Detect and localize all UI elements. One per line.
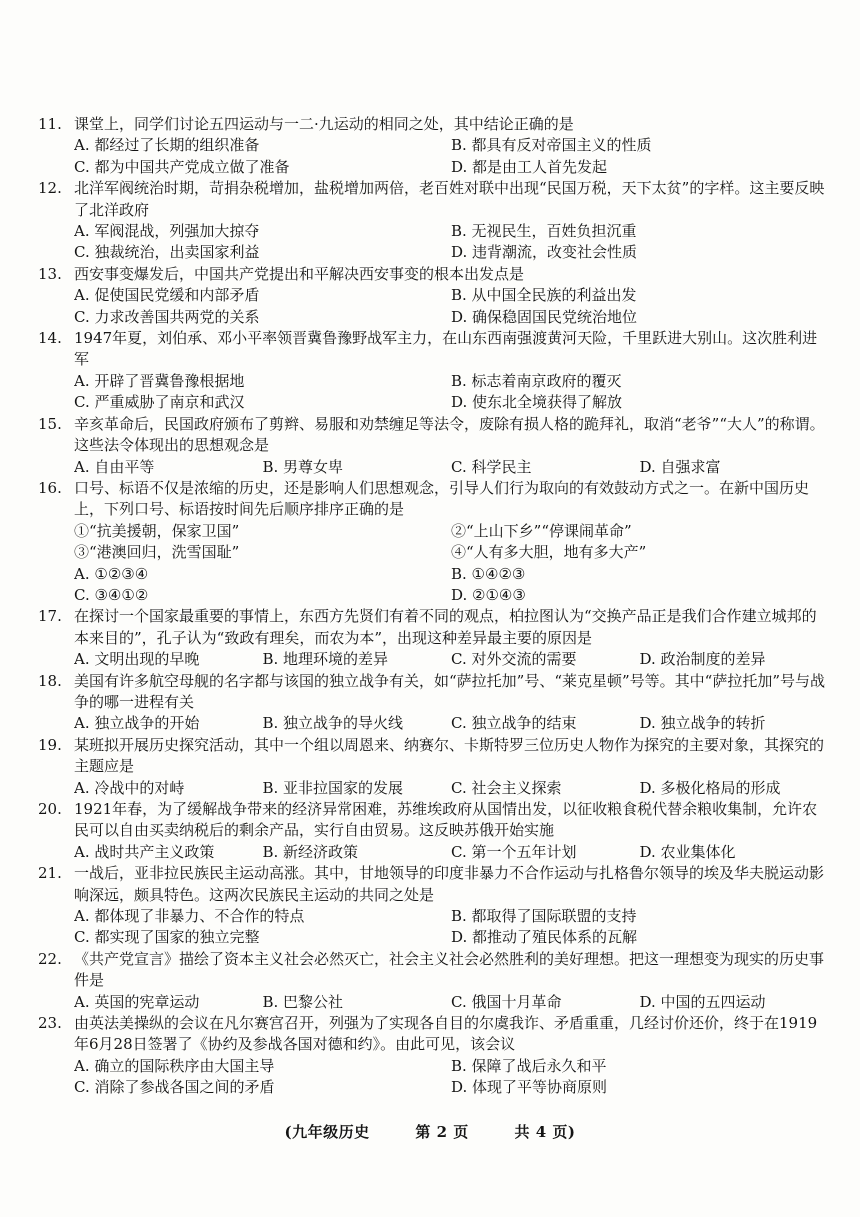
answer-options — [74, 906, 828, 949]
question-number: 18. — [38, 671, 62, 690]
answer-option: D. 独立战争的转折 — [639, 714, 766, 733]
answer-option: D. 中国的五四运动 — [639, 992, 766, 1011]
answer-options — [74, 135, 828, 178]
answer-option: B. 亚非拉国家的发展 — [262, 778, 404, 797]
answer-option: B. 标志着南京政府的覆灭 — [451, 371, 622, 390]
question-stem — [38, 178, 828, 221]
answer-option: C. 俄国十月革命 — [451, 992, 562, 1011]
answer-option: A. ①②③④ — [74, 564, 149, 583]
statement-list — [74, 521, 828, 564]
question-number: 13. — [38, 264, 62, 283]
answer-option: D. 多极化格局的形成 — [639, 778, 781, 797]
question — [38, 264, 828, 328]
question — [38, 478, 828, 606]
answer-option: A. 英国的宪章运动 — [74, 992, 200, 1011]
question-number: 16. — [38, 478, 62, 497]
question-number: 17. — [38, 607, 62, 626]
answer-options — [74, 649, 828, 670]
question-stem — [38, 478, 828, 521]
answer-options — [74, 285, 828, 328]
answer-option: C. 都实现了国家的独立完整 — [74, 928, 260, 947]
answer-option: C. 消除了参战各国之间的矛盾 — [74, 1078, 275, 1097]
question — [38, 1013, 828, 1099]
answer-options — [74, 457, 828, 478]
answer-option: C. ③④①② — [74, 585, 149, 604]
question-stem — [38, 328, 828, 371]
question-text: 《共产党宣言》描绘了资本主义社会必然灭亡，社会主义社会必然胜利的美好理想。把这一理想变为现实的历史事件是 — [74, 949, 825, 990]
statement-item: ①“抗美援朝，保家卫国” — [74, 521, 240, 540]
answer-option: A. 独立战争的开始 — [74, 714, 200, 733]
question-text: 1921年春，为了缓解战争带来的经济异常困难，苏维埃政府从国情出发，以征收粮食税代替余粮收集制，允许农民可以自由买卖纳税后的剩余产品，实行自由贸易。这反映苏俄开始实施 — [74, 800, 818, 840]
answer-option: C. 科学民主 — [451, 457, 532, 476]
answer-option: D. 政治制度的差异 — [639, 650, 766, 669]
answer-option: C. 力求改善国共两党的关系 — [74, 307, 260, 326]
answer-option: A. 都经过了长期的组织准备 — [74, 136, 260, 155]
answer-option: D. 违背潮流，改变社会性质 — [451, 243, 638, 262]
answer-option: D. 都是由工人首先发起 — [451, 157, 608, 176]
question-stem — [38, 264, 828, 285]
answer-option: C. 对外交流的需要 — [451, 650, 577, 669]
question-number: 22. — [38, 949, 62, 968]
answer-option: B. 保障了战后永久和平 — [451, 1056, 607, 1075]
question-text: 由英法美操纵的会议在凡尔赛宫召开，列强为了实现各自目的尔虞我诈、矛盾重重，几经讨价还价，终于在1919年6月28日签署了《协约及参战各国对德和约》。由此可见，该会议 — [74, 1014, 818, 1054]
question — [38, 735, 828, 799]
answer-option: B. 男尊女卑 — [262, 457, 344, 476]
page-footer — [0, 1121, 860, 1142]
answer-option: A. 文明出现的早晚 — [74, 650, 200, 669]
question-text: 辛亥革命后，民国政府颁布了剪辫、易服和劝禁缠足等法令，废除有损人格的跪拜礼，取消“老爷”“大人”的称谓。这些法令体现出的思想观念是 — [74, 414, 825, 455]
answer-options — [74, 371, 828, 414]
answer-option: C. 独裁统治，出卖国家利益 — [74, 243, 260, 262]
question-text: 某班拟开展历史探究活动，其中一个组以周恩来、纳赛尔、卡斯特罗三位历史人物作为探究的主要对象，其探究的主题应是 — [74, 735, 825, 776]
question — [38, 328, 828, 414]
question-number: 21. — [38, 864, 62, 883]
question-text: 1947年夏，刘伯承、邓小平率领晋冀鲁豫野战军主力，在山东西南强渡黄河天险，千里跃进大别山。这次胜利进军 — [74, 329, 818, 369]
answer-option: D. 都推动了殖民体系的瓦解 — [451, 928, 638, 947]
question-number: 14. — [38, 329, 62, 348]
question — [38, 606, 828, 670]
question-stem — [38, 799, 828, 842]
question-text: 在探讨一个国家最重要的事情上，东西方先贤们有着不同的观点，柏拉图认为“交换产品正是我们合作建立城邦的本来目的”，孔子认为“致政有理矣，而农为本”，出现这种差异最主要的原因是 — [74, 607, 817, 647]
answer-options — [74, 713, 828, 734]
answer-option: C. 社会主义探索 — [451, 778, 562, 797]
question-number: 11. — [38, 115, 62, 133]
answer-option: A. 自由平等 — [74, 457, 155, 476]
question-text: 口号、标语不仅是浓缩的历史，还是影响人们思想观念，引导人们行为取向的有效鼓动方式之一。在新中国历史上，下列口号、标语按时间先后顺序排序正确的是 — [74, 478, 810, 519]
answer-option: B. 无视民生，百姓负担沉重 — [451, 222, 637, 241]
answer-option: D. 使东北全境获得了解放 — [451, 393, 623, 412]
statement-item: ②“上山下乡”“停课闹革命” — [451, 521, 632, 540]
question-text: 西安事变爆发后，中国共产党提出和平解决西安事变的根本出发点是 — [74, 264, 525, 283]
question-text: 美国有许多航空母舰的名字都与该国的独立战争有关，如“萨拉托加”号、“莱克星顿”号等。其中“萨拉托加”号与战争的哪一进程有关 — [74, 671, 826, 711]
statement-item: ③“港澳回归，洗雪国耻” — [74, 543, 240, 562]
question-stem — [38, 1013, 828, 1056]
question-text: 北洋军阀统治时期，苛捐杂税增加，盐税增加两倍，老百姓对联中出现“民国万税，天下太贫”的字样。这主要反映了北洋政府 — [74, 179, 825, 219]
answer-options — [74, 842, 828, 863]
question — [38, 178, 828, 264]
question-number: 23. — [38, 1014, 62, 1033]
question — [38, 949, 828, 1013]
question — [38, 671, 828, 735]
answer-option: D. ②①④③ — [451, 585, 526, 604]
answer-option: D. 体现了平等协商原则 — [451, 1078, 608, 1097]
question — [38, 863, 828, 949]
answer-option: B. 都取得了国际联盟的支持 — [451, 907, 637, 926]
footer-subject: (九年级历史 — [284, 1123, 370, 1141]
question-stem — [38, 863, 828, 906]
answer-option: D. 农业集体化 — [639, 842, 736, 861]
answer-option: B. ①④②③ — [451, 564, 526, 583]
answer-option: A. 确立的国际秩序由大国主导 — [74, 1056, 275, 1075]
question — [38, 414, 828, 478]
question-number: 19. — [38, 735, 62, 754]
question-number: 12. — [38, 179, 62, 198]
statement-item: ④“人有多大胆，地有多大产” — [451, 543, 647, 562]
answer-options — [74, 1056, 828, 1099]
question-stem — [38, 114, 828, 135]
answer-option: D. 确保稳固国民党统治地位 — [451, 307, 638, 326]
question-text: 一战后，亚非拉民族民主运动高涨。其中，甘地领导的印度非暴力不合作运动与扎格鲁尔领导的埃及华夫脱运动影响深远，颇具特色。这两次民族民主运动的共同之处是 — [74, 864, 825, 904]
answer-option: B. 独立战争的导火线 — [262, 714, 404, 733]
question — [38, 114, 828, 178]
answer-options — [74, 221, 828, 264]
answer-options — [74, 778, 828, 799]
answer-options — [74, 564, 828, 607]
question-number: 20. — [38, 800, 62, 818]
answer-option: A. 战时共产主义政策 — [74, 842, 215, 861]
answer-option: D. 自强求富 — [639, 457, 721, 476]
answer-option: A. 促使国民党缓和内部矛盾 — [74, 286, 260, 305]
answer-option: B. 新经济政策 — [262, 842, 359, 861]
question-list — [38, 114, 828, 1099]
answer-option: B. 从中国全民族的利益出发 — [451, 286, 637, 305]
answer-option: A. 都体现了非暴力、不合作的特点 — [74, 907, 305, 926]
question-text: 课堂上，同学们讨论五四运动与一二·九运动的相同之处，其中结论正确的是 — [74, 115, 574, 133]
question — [38, 799, 828, 863]
question-stem — [38, 735, 828, 778]
answer-option: B. 巴黎公社 — [262, 992, 344, 1011]
answer-option: C. 都为中国共产党成立做了准备 — [74, 157, 290, 176]
answer-option: C. 独立战争的结束 — [451, 714, 577, 733]
answer-option: C. 第一个五年计划 — [451, 842, 577, 861]
answer-option: B. 都具有反对帝国主义的性质 — [451, 136, 652, 155]
answer-option: A. 开辟了晋冀鲁豫根据地 — [74, 371, 245, 390]
question-number: 15. — [38, 414, 62, 433]
answer-option: A. 军阀混战，列强加大掠夺 — [74, 222, 260, 241]
answer-option: A. 冷战中的对峙 — [74, 778, 185, 797]
question-stem — [38, 606, 828, 649]
footer-total-pages: 共 4 页) — [514, 1123, 576, 1141]
question-stem — [38, 414, 828, 457]
question-stem — [38, 949, 828, 992]
answer-options — [74, 992, 828, 1013]
footer-page-number: 第 2 页 — [415, 1123, 469, 1141]
question-stem — [38, 671, 828, 714]
answer-option: B. 地理环境的差异 — [262, 650, 389, 669]
answer-option: C. 严重威胁了南京和武汉 — [74, 393, 245, 412]
